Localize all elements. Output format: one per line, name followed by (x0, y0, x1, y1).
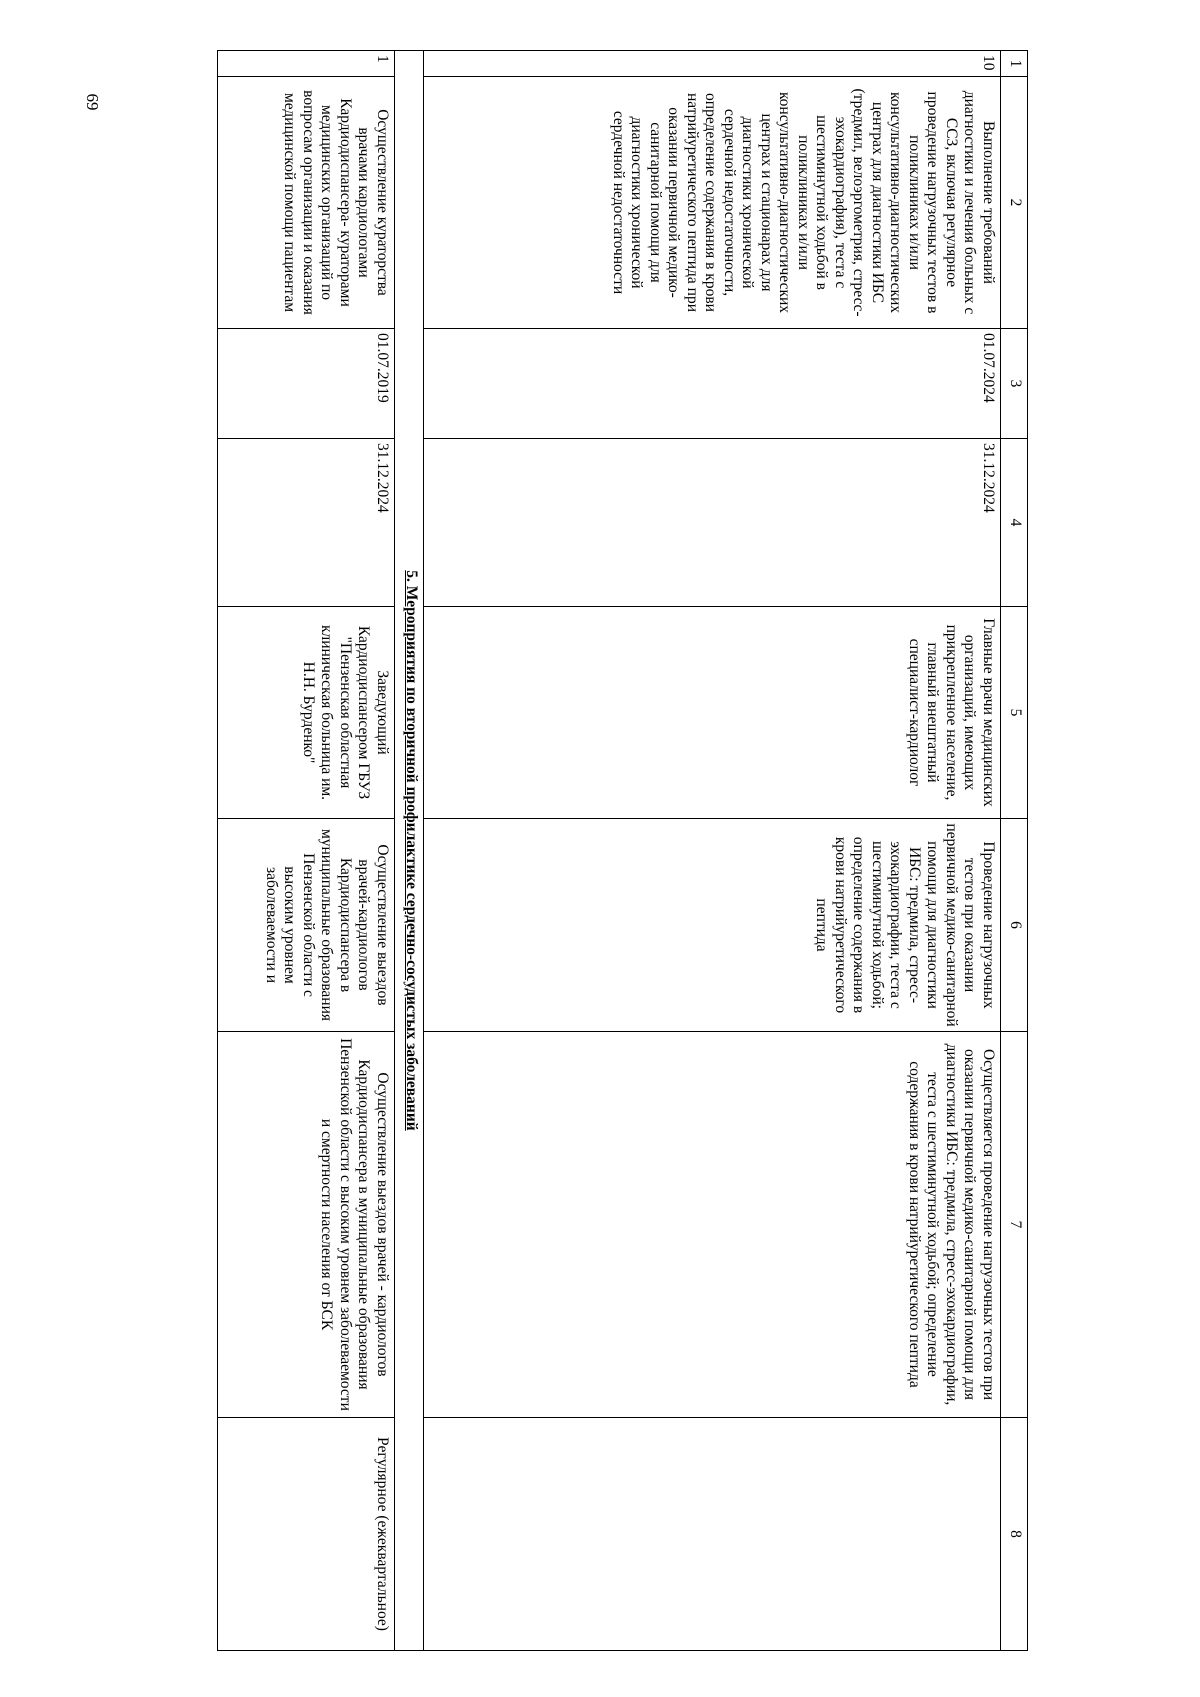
start-date-cell: 01.07.2019 (218, 329, 395, 439)
indicator-cell: Осуществляется проведение нагрузочных тестов при оказании первичной медико-санитарной помощи для диагностики ИБС: тредмила, стресс-эхокардиографии, теста с шестиминутной ходьбой; определение содержания в крови натрийуретического пептида (424, 1032, 1001, 1418)
result-cell: Проведение нагрузочных тестов при оказании первичной медико-санитарной помощи для диагностики ИБС: тредмила, стресс-эхокардиографии, теста с шестиминутной ходьбой; определение содержания в крови натрийуретического пептида (424, 819, 1001, 1032)
header-cell: 3 (1001, 329, 1028, 439)
result-cell: Осуществление выездов врачей-кардиологов Кардиодиспансера в муниципальные образования Пензенской области с высоким уровнем заболеваемости и (218, 819, 395, 1032)
row-number: 1 (218, 51, 395, 77)
column-number-row (1001, 51, 1028, 1651)
control-cell: Регулярное (ежеквартальное) (218, 1418, 395, 1651)
responsible-cell: Заведующий Кардиодиспансером ГБУЗ "Пензенская областная клиническая больница им. Н.Н. Бурденко" (218, 607, 395, 819)
end-date-cell: 31.12.2024 (424, 439, 1001, 607)
end-date-cell: 31.12.2024 (218, 439, 395, 607)
activities-table (217, 50, 1028, 1651)
start-date-cell: 01.07.2024 (424, 329, 1001, 439)
header-cell: 6 (1001, 819, 1028, 1032)
table-row (424, 51, 1001, 1651)
section-header-row (395, 51, 424, 1651)
header-cell: 8 (1001, 1418, 1028, 1651)
section-title: 5. Мероприятия по вторичной профилактике сердечно-сосудистых заболеваний (395, 51, 424, 1651)
indicator-cell: Осуществление выездов врачей - кардиологов Кардиодиспансера в муниципальные образования Пензенской области с высоким уровнем заболеваемости и смертности населения от БСК (218, 1032, 395, 1418)
rotated-table-sheet (0, 50, 1028, 1650)
header-cell: 5 (1001, 607, 1028, 819)
header-cell: 1 (1001, 51, 1028, 77)
activity-cell: Выполнение требований диагностики и лечения больных с ССЗ, включая регулярное проведение нагрузочных тестов в поликлиниках и/или консультативно-диагностических центрах для диагностики ИБС (тредмил, велоэргометрия, стресс-эхокардиография), теста с шестиминутной ходьбой в поликлиниках и/или консультативно-диагностических центрах и стационарах для диагностики хронической сердечной недостаточности, определение содержания в крови натрийуретического пептида при оказании первичной медико-санитарной помощи для диагностики хронической сердечной недостаточности (424, 77, 1001, 329)
activity-cell: Осуществление кураторства врачами кардиологами Кардиодиспансера- кураторами медицинских организаций по вопросам организации и оказания медицинской помощи пациентам (218, 77, 395, 329)
responsible-cell: Главные врачи медицинских организаций, имеющих прикрепленное население, главный внештатный специалист-кардиолог (424, 607, 1001, 819)
header-cell: 4 (1001, 439, 1028, 607)
page-number: 69 (83, 93, 102, 111)
header-cell: 2 (1001, 77, 1028, 329)
control-cell (424, 1418, 1001, 1651)
row-number: 10 (424, 51, 1001, 77)
table-row (218, 51, 395, 1651)
header-cell: 7 (1001, 1032, 1028, 1418)
